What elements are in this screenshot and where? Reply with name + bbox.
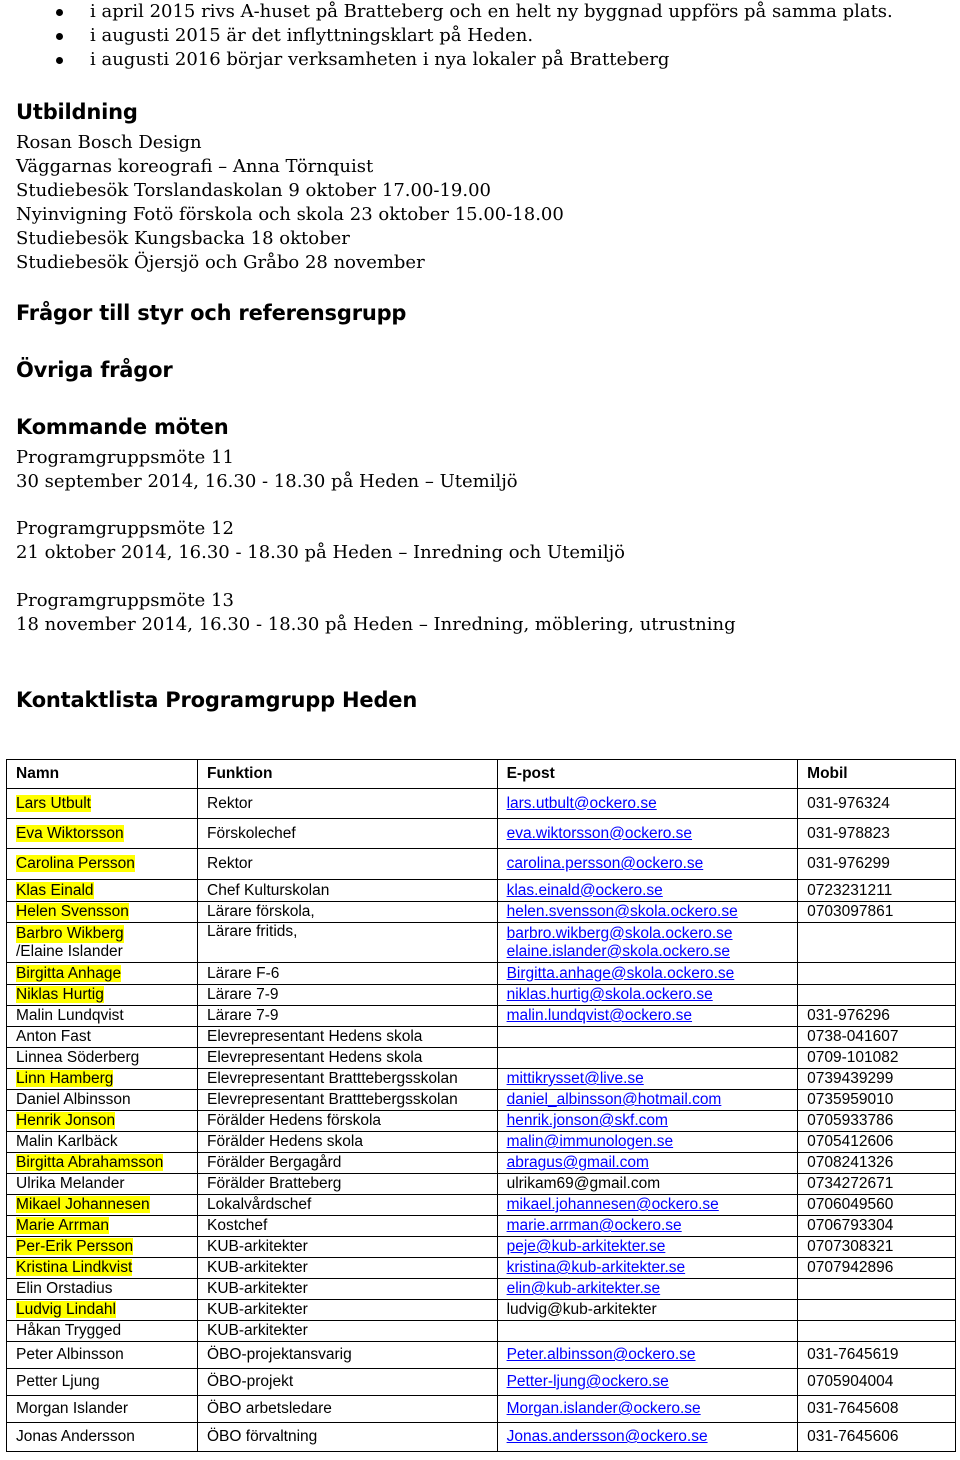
column-header-funktion: Funktion [198,760,498,789]
contact-function: KUB-arkitekter [198,1237,498,1258]
table-row [7,1027,956,1048]
contact-email-link[interactable]: Morgan.islander@ockero.se [506,1400,701,1417]
contact-email-link[interactable]: niklas.hurtig@skola.ockero.se [506,986,713,1003]
bullet-text: i augusti 2015 är det inflyttningsklart på Heden. [90,25,534,46]
table-row [7,1342,956,1369]
contact-mobile: 0705904004 [798,1369,956,1396]
table-row [7,1195,956,1216]
contact-email-link[interactable]: barbro.wikberg@skola.ockero.se [506,924,733,942]
contact-name: Linn Hamberg [16,1070,114,1087]
table-row [7,1174,956,1195]
contact-name-cell [7,1006,198,1027]
contact-email-link[interactable]: abragus@gmail.com [506,1154,649,1171]
utbildning-heading: Utbildning [16,100,138,124]
contact-name: Carolina Persson [16,855,135,872]
contact-email-cell [497,1153,798,1174]
contact-function: KUB-arkitekter [198,1300,498,1321]
table-row [7,1111,956,1132]
contact-name-cell [7,1090,198,1111]
contact-email-link[interactable]: helen.svensson@skola.ockero.se [506,903,738,920]
table-row [7,1153,956,1174]
contact-email-cell [497,1279,798,1300]
bullet-dot-icon [56,33,63,40]
contact-function: Lärare fritids, [198,923,498,963]
table-row [7,1069,956,1090]
contact-mobile: 0739439299 [798,1069,956,1090]
contact-email-cell [497,819,798,849]
utbildning-list [16,131,564,275]
bullet-dot-icon [56,9,63,16]
utbildning-line: Studiebesök Kungsbacka 18 oktober [16,228,350,249]
contact-email-cell [497,923,798,963]
contact-mobile: 031-7645606 [798,1423,956,1452]
contact-name: Lars Utbult [16,794,91,812]
contact-mobile: 031-976324 [798,789,956,819]
contact-email-cell [497,1027,798,1048]
contact-name: Mikael Johannesen [16,1196,150,1213]
table-row [7,1216,956,1237]
contact-email-link[interactable]: malin.lundqvist@ockero.se [506,1007,693,1024]
contact-table [6,759,956,1452]
contact-function: KUB-arkitekter [198,1258,498,1279]
contact-email-link[interactable]: henrik.jonson@skf.com [506,1112,668,1129]
contact-name: Barbro Wikberg [16,924,124,942]
contact-name-cell [7,1342,198,1369]
table-header-row [7,760,956,789]
contact-email-cell [497,1321,798,1342]
contact-function: Förälder Bratteberg [198,1174,498,1195]
contact-mobile: 031-7645608 [798,1396,956,1423]
contact-function: Lärare F-6 [198,963,498,985]
table-row [7,1090,956,1111]
contact-name: Jonas Andersson [16,1428,135,1445]
contact-mobile: 0709-101082 [798,1048,956,1069]
contact-function: Elevrepresentant Bratttebergsskolan [198,1090,498,1111]
contact-name: Klas Einald [16,881,94,899]
contact-name-cell [7,1369,198,1396]
contact-mobile: 031-976299 [798,849,956,880]
contact-function: ÖBO-projekt [198,1369,498,1396]
contact-name: Marie Arrman [16,1217,110,1234]
table-row [7,902,956,923]
contact-name-cell [7,880,198,902]
contact-function: Lärare 7-9 [198,1006,498,1027]
contact-email-link: ulrikam69@gmail.com [506,1175,661,1192]
contact-email-cell [497,1423,798,1452]
contact-email-link: ludvig@kub-arkitekter [506,1301,657,1318]
contact-mobile: 031-976296 [798,1006,956,1027]
table-row [7,1300,956,1321]
utbildning-line: Nyinvigning Fotö förskola och skola 23 oktober 15.00-18.00 [16,204,564,225]
contact-mobile [798,963,956,985]
bullet-text: i april 2015 rivs A-huset på Bratteberg och en helt ny byggnad uppförs på samma plats. [90,1,893,22]
contact-email-cell [497,1342,798,1369]
table-row [7,1048,956,1069]
contact-name-cell [7,849,198,880]
contact-name: Ludvig Lindahl [16,1301,116,1318]
contact-function: Kostchef [198,1216,498,1237]
meeting-detail: 18 november 2014, 16.30 - 18.30 på Heden – Inredning, möblering, utrustning [16,614,736,635]
contact-email-cell [497,985,798,1006]
contact-name-cell [7,1321,198,1342]
contact-name: Malin Lundqvist [16,1007,124,1024]
column-header-epost: E-post [497,760,798,789]
contact-email-cell [497,789,798,819]
contact-email-cell [497,880,798,902]
table-row [7,1321,956,1342]
contact-function: Lärare förskola, [198,902,498,923]
contact-function: Förälder Bergagård [198,1153,498,1174]
contact-name-cell [7,985,198,1006]
contact-mobile: 0703097861 [798,902,956,923]
meeting-detail: 30 september 2014, 16.30 - 18.30 på Heden – Utemiljö [16,471,518,492]
contact-name-cell [7,789,198,819]
contact-email-link[interactable]: klas.einald@ockero.se [506,881,663,899]
contact-email-cell [497,1237,798,1258]
contact-email-cell [497,1216,798,1237]
contact-function: Rektor [198,849,498,880]
contact-email-cell [497,1048,798,1069]
contact-function: Rektor [198,789,498,819]
contact-email-link[interactable]: Peter.albinsson@ockero.se [506,1346,696,1363]
table-row [7,1279,956,1300]
utbildning-line: Väggarnas koreografi – Anna Törnquist [16,156,374,177]
utbildning-line: Rosan Bosch Design [16,132,202,153]
contact-function: Förälder Hedens förskola [198,1111,498,1132]
table-row [7,1237,956,1258]
contact-name: Niklas Hurtig [16,986,104,1003]
contact-name-cell [7,923,198,963]
meeting-detail: 21 oktober 2014, 16.30 - 18.30 på Heden – Inredning och Utemiljö [16,542,625,563]
contact-email-link[interactable]: elin@kub-arkitekter.se [506,1280,661,1297]
contact-email-link[interactable]: elaine.islander@skola.ockero.se [506,942,730,960]
contact-name: Linnea Söderberg [16,1049,140,1066]
table-row [7,789,956,819]
contact-mobile [798,1300,956,1321]
table-row [7,849,956,880]
table-row [7,1423,956,1452]
contact-mobile: 0708241326 [798,1153,956,1174]
table-row [7,1258,956,1279]
contact-name-cell [7,1027,198,1048]
contact-email-cell [497,849,798,880]
contact-email-cell [497,1111,798,1132]
contact-mobile: 0707308321 [798,1237,956,1258]
contact-function: Lärare 7-9 [198,985,498,1006]
contact-name-cell [7,1300,198,1321]
contact-name: Per-Erik Persson [16,1238,134,1255]
contact-email-cell [497,963,798,985]
contact-function: KUB-arkitekter [198,1279,498,1300]
table-row [7,1396,956,1423]
contact-mobile: 031-7645619 [798,1342,956,1369]
kontaktlista-heading: Kontaktlista Programgrupp Heden [16,688,418,712]
contact-name-cell [7,819,198,849]
table-row [7,923,956,963]
contact-mobile: 0723231211 [798,880,956,902]
contact-name: Kristina Lindkvist [16,1259,133,1276]
contact-name-cell [7,1279,198,1300]
table-row [7,985,956,1006]
contact-name: Henrik Jonson [16,1112,116,1129]
contact-mobile: 0707942896 [798,1258,956,1279]
table-row [7,1369,956,1396]
contact-name-secondary: /Elaine Islander [16,942,123,960]
contact-email-link[interactable]: Jonas.andersson@ockero.se [506,1428,708,1445]
contact-name-cell [7,1195,198,1216]
contact-name: Malin Karlbäck [16,1133,118,1150]
utbildning-line: Studiebesök Torslandaskolan 9 oktober 17.00-19.00 [16,180,492,201]
kommande-moten-heading: Kommande möten [16,415,229,439]
contact-function: Elevrepresentant Bratttebergsskolan [198,1069,498,1090]
contact-mobile: 0706793304 [798,1216,956,1237]
contact-mobile: 0705933786 [798,1111,956,1132]
table-row [7,819,956,849]
contact-name: Morgan Islander [16,1400,129,1417]
contact-email-link[interactable]: eva.wiktorsson@ockero.se [506,824,693,842]
meeting-title: Programgruppsmöte 13 [16,590,234,611]
contact-function: Chef Kulturskolan [198,880,498,902]
contact-email-cell [497,1090,798,1111]
contact-email-link[interactable]: mikael.johannesen@ockero.se [506,1196,719,1213]
contact-table-body [7,789,956,1452]
contact-email-cell [497,1132,798,1153]
contact-mobile [798,923,956,963]
contact-function: ÖBO förvaltning [198,1423,498,1452]
contact-name-cell [7,1396,198,1423]
contact-email-link[interactable]: malin@immunologen.se [506,1133,674,1150]
bullet-text: i augusti 2016 börjar verksamheten i nya lokaler på Bratteberg [90,49,670,70]
contact-name: Daniel Albinsson [16,1091,131,1108]
contact-name-cell [7,1048,198,1069]
table-row [7,1132,956,1153]
contact-name: Eva Wiktorsson [16,824,124,842]
contact-email-link[interactable]: Petter-ljung@ockero.se [506,1373,669,1390]
contact-name: Birgitta Abrahamsson [16,1154,164,1171]
contact-name: Helen Svensson [16,903,129,920]
contact-mobile: 0705412606 [798,1132,956,1153]
utbildning-line: Studiebesök Öjersjö och Gråbo 28 november [16,252,425,273]
contact-email-cell [497,1006,798,1027]
contact-name: Petter Ljung [16,1373,100,1390]
contact-name: Anton Fast [16,1028,91,1045]
contact-name: Elin Orstadius [16,1280,113,1297]
contact-function: KUB-arkitekter [198,1321,498,1342]
contact-function: Elevrepresentant Hedens skola [198,1027,498,1048]
contact-email-cell [497,1069,798,1090]
contact-email-link[interactable]: lars.utbult@ockero.se [506,794,657,812]
contact-name-cell [7,1069,198,1090]
meeting-item [16,589,736,637]
contact-name-cell [7,1237,198,1258]
column-header-mobil: Mobil [798,760,956,789]
contact-mobile [798,1321,956,1342]
contact-name-cell [7,1423,198,1452]
contact-mobile [798,985,956,1006]
contact-name-cell [7,1132,198,1153]
contact-name-cell [7,1258,198,1279]
contact-email-link[interactable]: marie.arrman@ockero.se [506,1217,682,1234]
meeting-title: Programgruppsmöte 11 [16,447,234,468]
contact-function: Förälder Hedens skola [198,1132,498,1153]
contact-email-link[interactable]: Birgitta.anhage@skola.ockero.se [506,964,735,982]
ovriga-fragor-heading: Övriga frågor [16,358,173,382]
contact-email-cell [497,1369,798,1396]
table-row [7,880,956,902]
contact-mobile [798,1279,956,1300]
meeting-item [16,446,518,494]
contact-function: Elevrepresentant Hedens skola [198,1048,498,1069]
contact-email-link[interactable]: carolina.persson@ockero.se [506,855,704,872]
contact-name: Birgitta Anhage [16,964,122,982]
contact-name-cell [7,1216,198,1237]
contact-email-link[interactable]: daniel_albinsson@hotmail.com [506,1091,722,1108]
contact-function: ÖBO arbetsledare [198,1396,498,1423]
contact-mobile: 031-978823 [798,819,956,849]
meeting-title: Programgruppsmöte 12 [16,518,234,539]
contact-name-cell [7,1111,198,1132]
column-header-namn: Namn [7,760,198,789]
contact-function: ÖBO-projektansvarig [198,1342,498,1369]
contact-email-link[interactable]: peje@kub-arkitekter.se [506,1238,666,1255]
contact-name: Håkan Trygged [16,1322,122,1339]
contact-email-cell [497,902,798,923]
contact-email-cell [497,1300,798,1321]
contact-name-cell [7,963,198,985]
contact-email-cell [497,1258,798,1279]
contact-email-cell [497,1195,798,1216]
contact-email-cell [497,1396,798,1423]
contact-mobile: 0738-041607 [798,1027,956,1048]
contact-function: Förskolechef [198,819,498,849]
contact-name-cell [7,902,198,923]
contact-mobile: 0706049560 [798,1195,956,1216]
contact-name: Peter Albinsson [16,1346,124,1363]
bullet-dot-icon [56,57,63,64]
fragor-heading: Frågor till styr och referensgrupp [16,301,407,325]
meeting-item [16,517,625,565]
contact-name: Ulrika Melander [16,1175,125,1192]
contact-email-link[interactable]: kristina@kub-arkitekter.se [506,1259,686,1276]
table-row [7,963,956,985]
contact-name-cell [7,1174,198,1195]
contact-mobile: 0735959010 [798,1090,956,1111]
contact-function: Lokalvårdschef [198,1195,498,1216]
contact-email-cell [497,1174,798,1195]
table-row [7,1006,956,1027]
contact-mobile: 0734272671 [798,1174,956,1195]
contact-name-cell [7,1153,198,1174]
contact-email-link[interactable]: mittikrysset@live.se [506,1070,644,1087]
